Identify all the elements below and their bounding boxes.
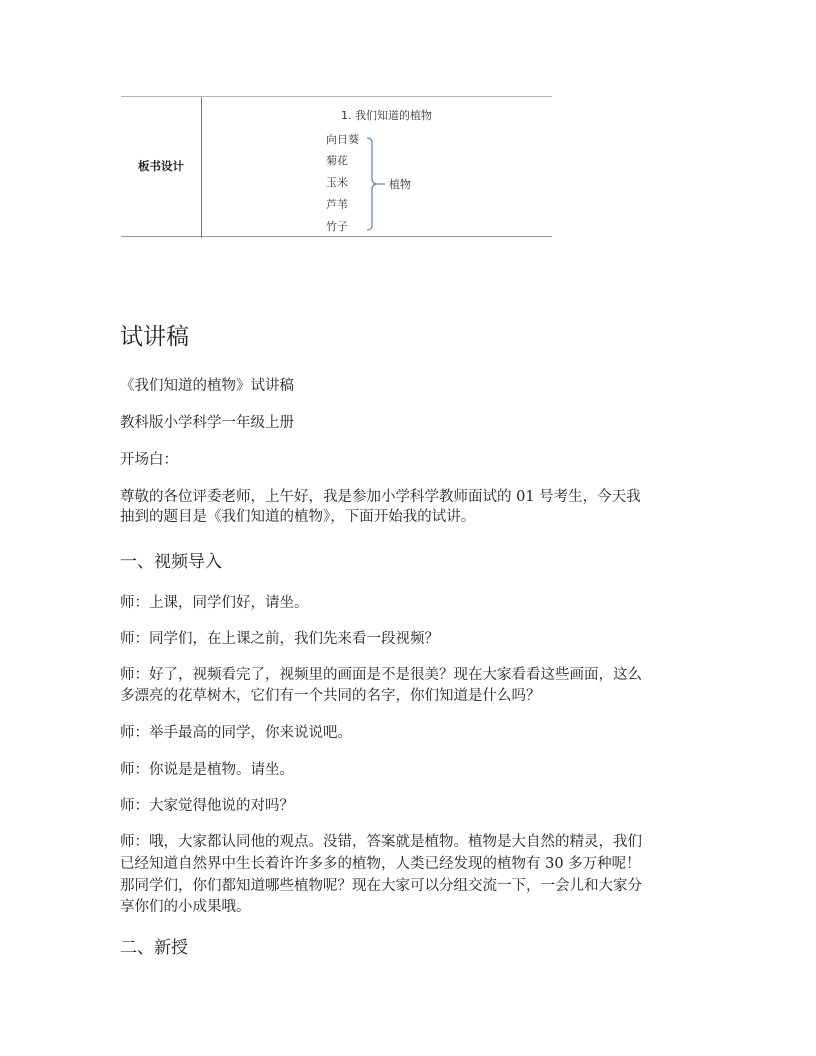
opening-line: 尊敬的各位评委老师，上午好，我是参加小学科学教师面试的 01 号考生，今天我 [120, 489, 641, 505]
opening-label: 开场白： [120, 452, 178, 468]
dialogue-line: 师：哦，大家都认同他的观点。没错，答案就是植物。植物是大自然的精灵，我们 [120, 834, 642, 850]
dialogue-line: 享你们的小成果哦。 [120, 899, 251, 915]
opening-line: 抽到的题目是《我们知道的植物》，下面开始我的试讲。 [120, 509, 476, 525]
plant-item: 竹子 [326, 220, 348, 233]
lesson-title: 《我们知道的植物》试讲稿 [120, 378, 294, 394]
plant-item: 菊花 [326, 154, 348, 167]
board-design-table [121, 96, 552, 237]
plant-item: 芦苇 [326, 198, 348, 211]
dialogue-line: 那同学们，你们都知道哪些植物呢？现在大家可以分组交流一下，一会儿和大家分 [120, 878, 642, 894]
section-heading-video: 一、视频导入 [120, 552, 222, 572]
board-title: 1. 我们知道的植物 [341, 109, 432, 122]
plant-item: 向日葵 [326, 133, 359, 146]
dialogue-line: 师：举手最高的同学，你来说说吧。 [120, 725, 352, 741]
dialogue-line: 已经知道自然界中生长着许许多多的植物，人类已经发现的植物有 30 多万种呢！ [120, 856, 641, 872]
dialogue-line: 师：上课，同学们好，请坐。 [120, 595, 309, 611]
dialogue-line: 师：大家觉得他说的对吗？ [120, 798, 294, 814]
dialogue-line: 师：你说是是植物。请坐。 [120, 762, 294, 778]
dialogue-line: 师：同学们，在上课之前，我们先来看一段视频？ [120, 631, 439, 647]
brace-icon [366, 137, 388, 231]
textbook-line: 教科版小学科学一年级上册 [120, 415, 294, 431]
board-design-label: 板书设计 [138, 159, 184, 173]
dialogue-line: 师：好了，视频看完了，视频里的画面是不是很美？现在大家看看这些画面，这么 [120, 667, 642, 683]
document-title: 试讲稿 [120, 324, 189, 350]
table-divider [201, 97, 202, 238]
section-heading-new: 二、新授 [120, 938, 188, 958]
plant-item: 玉米 [326, 176, 348, 189]
group-label: 植物 [389, 178, 411, 191]
dialogue-line: 多漂亮的花草树木，它们有一个共同的名字，你们知道是什么吗？ [120, 688, 541, 704]
